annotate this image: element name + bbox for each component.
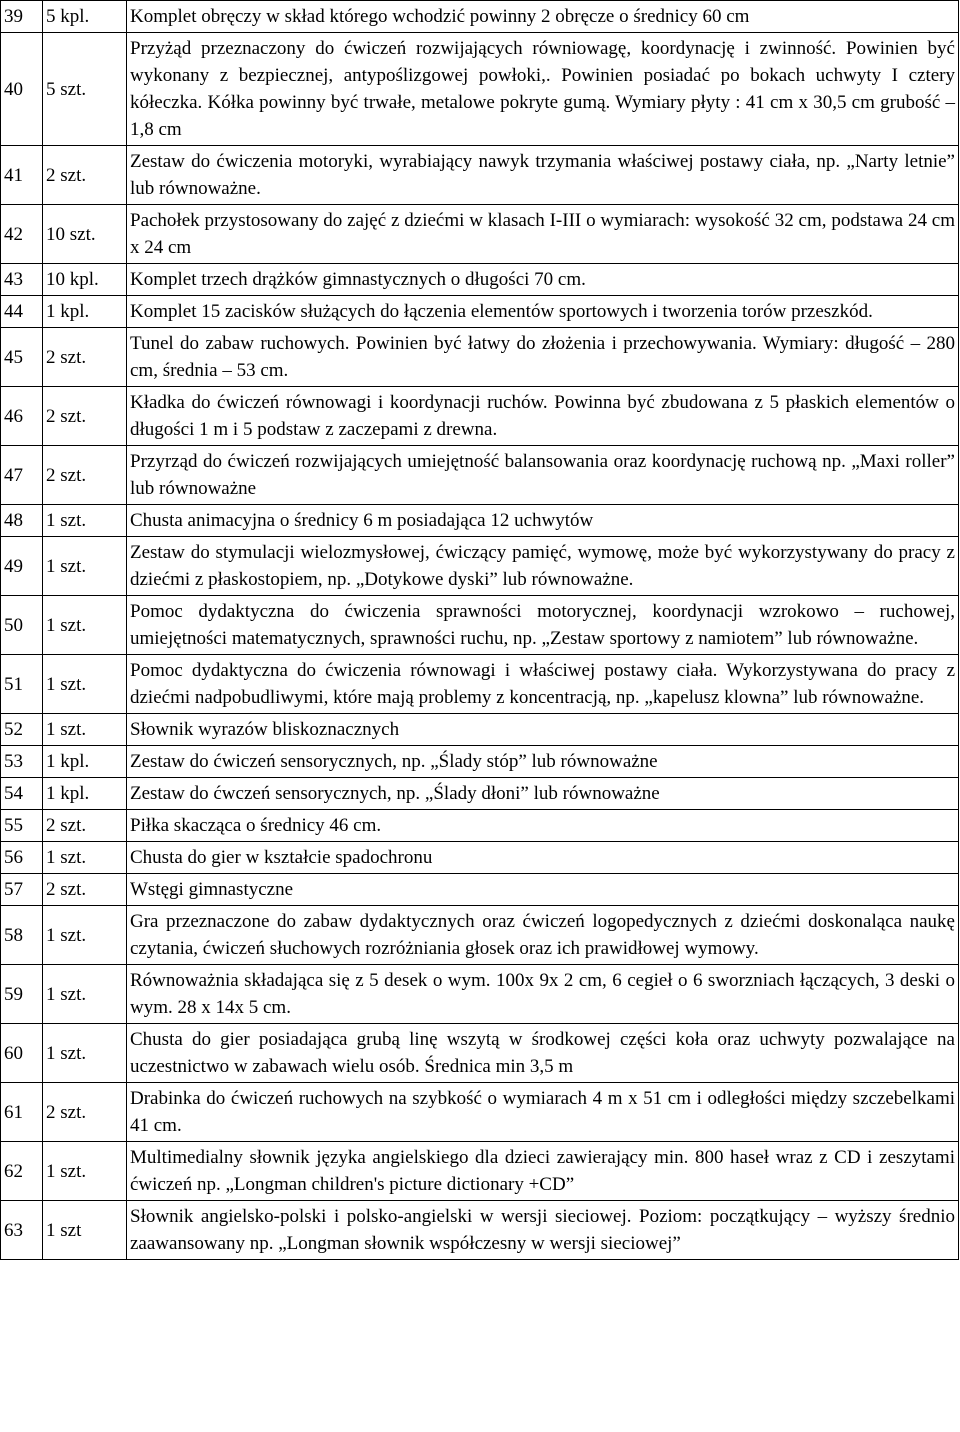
item-description: Pomoc dydaktyczna do ćwiczenia sprawności motorycznej, koordynacji wzrokowo – ruchowej, umiejętności matematycznych, sprawności ruchu, np. „Zestaw sportowy z namiotem” lub równoważne. [127, 596, 959, 655]
item-description: Gra przeznaczone do zabaw dydaktycznych oraz ćwiczeń logopedycznych z dziećmi doskonaląca naukę czytania, ćwiczeń słuchowych rozróżniania głosek oraz ich prawidłowej wymowy. [127, 906, 959, 965]
item-quantity: 1 szt. [43, 596, 127, 655]
table-row [1, 387, 959, 446]
item-number: 54 [1, 778, 43, 810]
table-row [1, 1, 959, 33]
item-number: 62 [1, 1142, 43, 1201]
table-row [1, 537, 959, 596]
item-number: 49 [1, 537, 43, 596]
item-description: Słownik angielsko-polski i polsko-angielski w wersji sieciowej. Poziom: początkujący – wyższy średnio zaawansowany np. „Longman słownik współczesny w wersji sieciowej” [127, 1201, 959, 1260]
item-number: 41 [1, 146, 43, 205]
item-number: 57 [1, 874, 43, 906]
item-number: 47 [1, 446, 43, 505]
item-quantity: 5 kpl. [43, 1, 127, 33]
item-description: Równoważnia składająca się z 5 desek o wym. 100x 9x 2 cm, 6 cegieł o 6 sworzniach łączących, 3 deski o wym. 28 x 14x 5 cm. [127, 965, 959, 1024]
item-number: 61 [1, 1083, 43, 1142]
item-quantity: 1 szt [43, 1201, 127, 1260]
item-number: 39 [1, 1, 43, 33]
table-row [1, 655, 959, 714]
item-quantity: 2 szt. [43, 146, 127, 205]
table-row [1, 146, 959, 205]
item-description: Zestaw do ćwczeń sensorycznych, np. „Ślady dłoni” lub równoważne [127, 778, 959, 810]
item-number: 55 [1, 810, 43, 842]
table-row [1, 33, 959, 146]
item-quantity: 2 szt. [43, 874, 127, 906]
item-description: Tunel do zabaw ruchowych. Powinien być łatwy do złożenia i przechowywania. Wymiary: długość – 280 cm, średnia – 53 cm. [127, 328, 959, 387]
item-quantity: 1 szt. [43, 842, 127, 874]
item-quantity: 1 kpl. [43, 296, 127, 328]
item-description: Przyżąd przeznaczony do ćwiczeń rozwijających równiowagę, koordynację i zwinność. Powinien być wykonany z bezpiecznej, antypoślizgowej powłoki,. Powinien posiadać po bokach uchwyty I cztery kółeczka. Kółka powinny być trwałe, metalowe pokryte gumą. Wymiary płyty : 41 cm x 30,5 cm grubość – 1,8 cm [127, 33, 959, 146]
item-quantity: 1 kpl. [43, 746, 127, 778]
item-quantity: 1 szt. [43, 1024, 127, 1083]
table-row [1, 446, 959, 505]
item-number: 59 [1, 965, 43, 1024]
item-description: Kładka do ćwiczeń równowagi i koordynacji ruchów. Powinna być zbudowana z 5 płaskich elementów o długości 1 m i 5 podstaw z zaczepami z drewna. [127, 387, 959, 446]
item-quantity: 2 szt. [43, 1083, 127, 1142]
item-number: 60 [1, 1024, 43, 1083]
item-quantity: 2 szt. [43, 387, 127, 446]
item-quantity: 1 szt. [43, 965, 127, 1024]
table-row [1, 778, 959, 810]
table-row [1, 328, 959, 387]
table-row [1, 746, 959, 778]
item-quantity: 10 szt. [43, 205, 127, 264]
item-quantity: 2 szt. [43, 446, 127, 505]
item-description: Zestaw do ćwiczeń sensorycznych, np. „Ślady stóp” lub równoważne [127, 746, 959, 778]
item-description: Przyrząd do ćwiczeń rozwijających umiejętność balansowania oraz koordynację ruchową np. „Maxi roller” lub równoważne [127, 446, 959, 505]
item-number: 48 [1, 505, 43, 537]
item-description: Pachołek przystosowany do zajęć z dziećmi w klasach I-III o wymiarach: wysokość 32 cm, podstawa 24 cm x 24 cm [127, 205, 959, 264]
item-number: 53 [1, 746, 43, 778]
item-number: 46 [1, 387, 43, 446]
table-row [1, 505, 959, 537]
item-quantity: 10 kpl. [43, 264, 127, 296]
item-number: 43 [1, 264, 43, 296]
table-row [1, 906, 959, 965]
table-row [1, 842, 959, 874]
item-number: 45 [1, 328, 43, 387]
item-number: 56 [1, 842, 43, 874]
item-quantity: 1 szt. [43, 537, 127, 596]
item-quantity: 1 szt. [43, 505, 127, 537]
item-quantity: 1 szt. [43, 1142, 127, 1201]
item-description: Słownik wyrazów bliskoznacznych [127, 714, 959, 746]
item-number: 63 [1, 1201, 43, 1260]
item-description: Zestaw do ćwiczenia motoryki, wyrabiający nawyk trzymania właściwej postawy ciała, np. „Narty letnie” lub równoważne. [127, 146, 959, 205]
table-row [1, 714, 959, 746]
item-number: 52 [1, 714, 43, 746]
item-quantity: 2 szt. [43, 328, 127, 387]
item-number: 51 [1, 655, 43, 714]
table-row [1, 264, 959, 296]
item-number: 40 [1, 33, 43, 146]
table-row [1, 1083, 959, 1142]
table-row [1, 596, 959, 655]
item-description: Chusta animacyjna o średnicy 6 m posiadająca 12 uchwytów [127, 505, 959, 537]
table-row [1, 810, 959, 842]
table-row [1, 1024, 959, 1083]
table-row [1, 1201, 959, 1260]
item-description: Pomoc dydaktyczna do ćwiczenia równowagi i właściwej postawy ciała. Wykorzystywana do pracy z dziećmi nadpobudliwymi, które mają problemy z koncentracją, np. „kapelusz klowna” lub równoważne. [127, 655, 959, 714]
item-number: 50 [1, 596, 43, 655]
item-description: Zestaw do stymulacji wielozmysłowej, ćwiczący pamięć, wymowę, może być wykorzystywany do pracy z dziećmi z płaskostopiem, np. „Dotykowe dyski” lub równoważne. [127, 537, 959, 596]
item-description: Chusta do gier posiadająca grubą linę wszytą w środkowej części koła oraz uchwyty pozwalające na uczestnictwo w zabawach wielu osób. Średnica min 3,5 m [127, 1024, 959, 1083]
item-quantity: 1 szt. [43, 906, 127, 965]
item-description: Multimedialny słownik języka angielskiego dla dzieci zawierający min. 800 haseł wraz z CD i zeszytami ćwiczeń np. „Longman children's picture dictionary +CD” [127, 1142, 959, 1201]
item-quantity: 1 szt. [43, 655, 127, 714]
item-description: Komplet trzech drążków gimnastycznych o długości 70 cm. [127, 264, 959, 296]
table-row [1, 1142, 959, 1201]
item-description: Drabinka do ćwiczeń ruchowych na szybkość o wymiarach 4 m x 51 cm i odległości między szczebelkami 41 cm. [127, 1083, 959, 1142]
item-description: Komplet 15 zacisków służących do łączenia elementów sportowych i tworzenia torów przeszkód. [127, 296, 959, 328]
item-description: Wstęgi gimnastyczne [127, 874, 959, 906]
table-row [1, 296, 959, 328]
item-quantity: 1 kpl. [43, 778, 127, 810]
item-description: Komplet obręczy w skład którego wchodzić powinny 2 obręcze o średnicy 60 cm [127, 1, 959, 33]
item-quantity: 2 szt. [43, 810, 127, 842]
table-row [1, 874, 959, 906]
item-description: Chusta do gier w kształcie spadochronu [127, 842, 959, 874]
table-body [1, 1, 959, 1260]
item-quantity: 1 szt. [43, 714, 127, 746]
item-quantity: 5 szt. [43, 33, 127, 146]
item-number: 44 [1, 296, 43, 328]
table-row [1, 205, 959, 264]
table-row [1, 965, 959, 1024]
item-number: 42 [1, 205, 43, 264]
item-number: 58 [1, 906, 43, 965]
item-description: Piłka skacząca o średnicy 46 cm. [127, 810, 959, 842]
